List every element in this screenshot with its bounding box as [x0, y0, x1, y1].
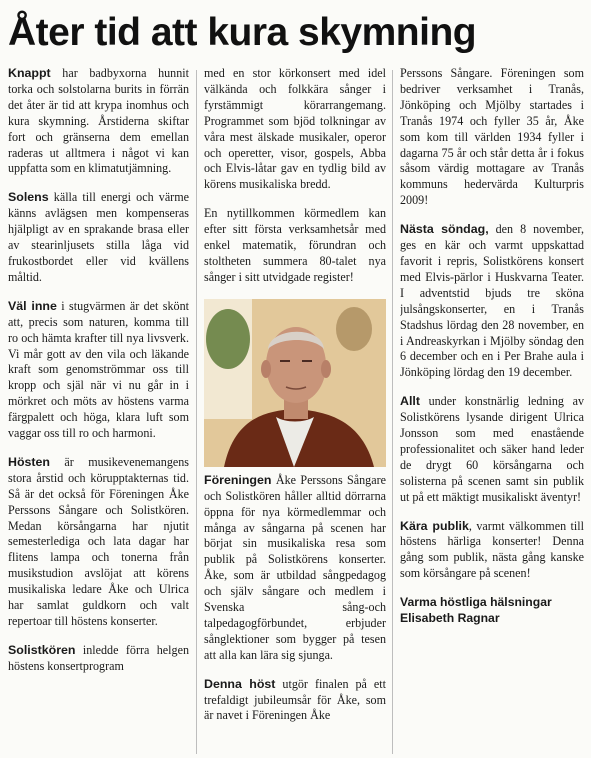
paragraph-lead: Nästa söndag, — [400, 222, 489, 237]
paragraph-body: källa till energi och värme känns avlägsen men kompenseras hjälpligt av en sprakande brasa eller av stearinljusets stilla låga vid frukostbordet eller vid kvällens måltid. — [8, 190, 189, 284]
paragraph-body: Åke Perssons Sångare och Solistkören håller alltid dörrarna öppna för nya körmedlemmar och många av sångarna på scenen har börjat sin musikaliska resa som publik på Solistkörens konserter. Åke, som är utbildad sångpedagog och själv sångare och medlem i Svenska sång-och talpedagogförbundet, erbjuder sånglektioner som bygger på tesen att alla kan lära sig sjunga. — [204, 472, 386, 662]
paragraph-lead: Kära publik — [400, 518, 469, 533]
column-3 — [400, 66, 584, 756]
column-divider — [196, 70, 197, 754]
signature-greeting: Varma höstliga hälsningar — [400, 595, 552, 610]
paragraph-body: inledde förra helgen höstens konsertprogram — [8, 642, 189, 673]
portrait-photo — [204, 299, 386, 467]
paragraph-lead: Solens — [8, 190, 49, 205]
column-divider — [392, 70, 393, 754]
column-1 — [8, 66, 189, 756]
column-2-bottom — [204, 473, 386, 725]
paragraph-body: i stugvärmen är det skönt att, precis som naturen, komma till ro och hämta krafter till nya livsverk. Vi mår gott av den vila och läkande kraft som genomströmmar oss till kropp och själ när vi nu går in i mörkret och möts av höstens varma färgpalett och höga, klara luft som vaggar oss till ro och harmoni. — [8, 298, 189, 441]
paragraph — [8, 299, 189, 442]
paragraph — [400, 394, 584, 505]
plant — [206, 309, 250, 369]
paragraph — [8, 190, 189, 285]
paragraph-lead: Hösten — [8, 454, 50, 469]
paragraph-lead: Solistkören — [8, 642, 76, 657]
column-2-top — [204, 66, 386, 286]
paragraph — [204, 206, 386, 286]
paragraph-body: under konstnärlig ledning av Solistkörens lysande dirigent Ulrica Jonsson som med enastående professionalitet och säker hand leder de drygt 60 körsångarna och solisterna på scenen samt sin publik ut på ett mäktigt musikaliskt äventyr! — [400, 394, 584, 504]
ear — [261, 360, 271, 378]
signature — [400, 595, 584, 627]
paragraph-body: har badbyxorna hunnit torka och solstolarna burits in förrän det åter är tid att krypa inomhus och kura skymning. Årstiderna skiftar fort och gränserna dem emellan raderas ut alltmera i något vi kan uppfatta som en klimatutjämning. — [8, 66, 189, 176]
paragraph-lead: Denna höst — [204, 676, 276, 691]
paragraph-lead: Allt — [400, 394, 420, 409]
ear — [321, 360, 331, 378]
paragraph — [8, 455, 189, 630]
column-2 — [204, 66, 386, 756]
paragraph-body: med en stor körkonsert med idel välkända och folkkära sånger i fyrstämmigt körarrangemang. Programmet som bjöd tolkningar av våra mest älskade musikaler, operor och operetter, visor, gospels, Abba och Elvis-låtar gav en tydlig bild av körens musikaliska bredd. — [204, 66, 386, 192]
signature-name: Elisabeth Ragnar — [400, 611, 500, 626]
paragraph-body: En nytillkommen körmedlem kan efter sitt första verksamhetsår med enkel matematik, förundran och stoltheten summera 80-talet nya sånger i sitt utvidgade register! — [204, 206, 386, 284]
paragraph — [400, 519, 584, 583]
paragraph — [8, 643, 189, 675]
paragraph-body: den 8 november, ges en kär och varmt uppskattad favorit i repris, Solistkörens konsert med Elvis-pärlor i Huskvarna Teater. I adventstid bjuds tre sköna julsångskonserter, en i Tranås Stadshus lördag den 28 november, en i Andreaskyrkan i Mjölby söndag den 6 december och en i Per Brahe aula i Jönköping lördag den 19 december. — [400, 222, 584, 380]
paragraph-lead: Väl inne — [8, 298, 57, 313]
paragraph-lead: Föreningen — [204, 472, 272, 487]
paragraph — [400, 66, 584, 209]
paragraph — [204, 677, 386, 725]
paragraph-body: utgör finalen på ett trefaldigt jubileumsår för Åke, som är navet i Föreningen Åke — [204, 676, 386, 723]
paragraph — [8, 66, 189, 177]
paragraph-body: är musikevenemangens stora årstid och körupptakternas tid. Så är det också för Föreningen Åke Perssons Sångare och Solistkören. Medan körsångarna har njutit semesterlediga och lata dagar har flitens lampa och tonerna från musikstudion avslöjat att körens musikaliska ledare Åke och Ulrica har samlat guldkorn och valt repertoar till höstens konserter. — [8, 454, 189, 628]
paragraph — [400, 222, 584, 381]
paragraph — [204, 473, 386, 664]
column-3-text — [400, 66, 584, 582]
paragraph — [204, 66, 386, 193]
plant — [336, 307, 372, 351]
paragraph-lead: Knappt — [8, 66, 51, 80]
paragraph-body: , varmt välkommen till höstens härliga konserter! Denna gång som publik, nästa gång kanske som körsångare på scenen! — [400, 518, 584, 581]
headline: Åter tid att kura skymning — [8, 11, 477, 54]
paragraph-body: Perssons Sångare. Föreningen som bedriver verksamhet i Tranås, Jönköping och Mjölby startades i Tranås 1974 och fyller 35 år, Åke som kom till världen 1934 fyller i dagarna 75 år och står detta år i fokus såsom värdig mottagare av Tranås kommuns hedervärda Kulturpris 2009! — [400, 66, 584, 208]
